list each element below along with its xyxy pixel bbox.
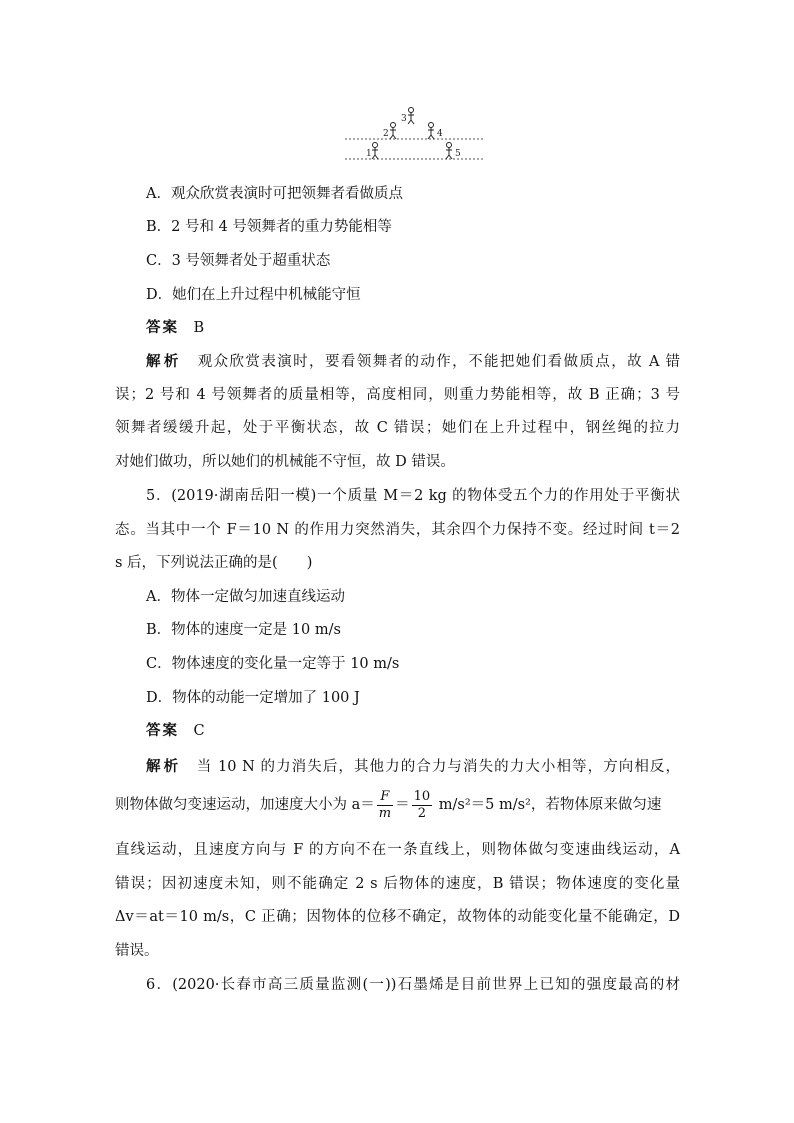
q4-option-b: B．2 号和 4 号领舞者的重力势能相等 [146, 219, 392, 235]
q5-analysis-line-5: Δv＝at＝10 m/s，C 正确；因物体的位移不确定，故物体的动能变化量不能确定，D [115, 909, 680, 925]
answer-tag: 答案 [146, 319, 179, 336]
dancer-3-icon [408, 108, 414, 125]
analysis-text: 当 10 N 的力消失后，其他力的合力与消失的力大小相等，方向相反， [196, 759, 680, 775]
q5-option-c: C．物体速度的变化量一定等于 10 m/s [146, 656, 400, 672]
q4-analysis-line-3: 领舞者缓缓升起，处于平衡状态，故 C 错误；她们在上升过程中，钢丝绳的拉力 [115, 420, 680, 436]
dancer-label-3: 3 [401, 114, 407, 124]
q5-analysis-line-6: 错误。 [115, 943, 159, 959]
q5-analysis-line-3: 直线运动，且速度方向与 F 的方向不在一条直线上，则物体做匀变速曲线运动，A [115, 842, 680, 858]
q4-analysis-line-1 [146, 352, 680, 372]
q5-analysis-line-1 [146, 757, 680, 777]
q4-answer [146, 318, 711, 338]
q4-option-d: D．她们在上升过程中机械能守恒 [146, 287, 361, 303]
q4-analysis-line-2: 误；2 号和 4 号领舞者的质量相等，高度相同，则重力势能相等，故 B 正确；3 号 [115, 387, 680, 403]
dancer-4-icon [428, 123, 434, 140]
answer-value: B [193, 320, 205, 336]
q6-stem-line-1: 6．(2020·长春市高三质量监测(一))石墨烯是目前世界上已知的强度最高的材 [146, 977, 680, 993]
dancer-2-icon [390, 123, 396, 140]
frac-numerator: 10 [413, 788, 431, 804]
frac-denominator: m [378, 805, 392, 821]
dancers-figure [0, 0, 794, 180]
q5-answer [146, 721, 711, 741]
analysis-text-a: 则物体做匀变速运动，加速度大小为 a＝ [115, 797, 375, 813]
analysis-text-b: ＝ [395, 797, 410, 813]
analysis-text: 观众欣赏表演时，要看领舞者的动作，不能把她们看做质点，故 A 错 [197, 354, 681, 370]
fraction-f-over-m [377, 789, 393, 822]
dancer-label-5: 5 [455, 149, 461, 159]
q5-option-a: A．物体一定做匀加速直线运动 [146, 589, 345, 605]
q4-option-a: A．观众欣赏表演时可把领舞者看做质点 [146, 186, 403, 202]
dancer-1-icon [372, 143, 378, 160]
q4-option-c: C．3 号领舞者处于超重状态 [146, 253, 331, 269]
frac-denominator: 2 [417, 805, 426, 821]
q5-stem-line-2: 态。当其中一个 F＝10 N 的作用力突然消失，其余四个力保持不变。经过时间 t＝2 [115, 522, 680, 538]
dancer-label-2: 2 [383, 129, 389, 139]
answer-value: C [193, 723, 205, 739]
q5-option-b: B．物体的速度一定是 10 m/s [146, 622, 341, 638]
q5-stem-line-1: 5．(2019·湖南岳阳一模)一个质量 M＝2 kg 的物体受五个力的作用处于平衡状 [146, 488, 680, 504]
fraction-10-over-2 [412, 789, 433, 822]
q5-stem-line-3: s 后，下列说法正确的是( ) [115, 555, 313, 571]
dancer-label-4: 4 [437, 129, 443, 139]
analysis-text-c: m/s²＝5 m/s²，若物体原来做匀速 [434, 797, 662, 813]
frac-numerator: F [377, 789, 393, 806]
q5-analysis-line-4: 错误；因初速度未知，则不能确定 2 s 后物体的速度，B 错误；物体速度的变化量 [115, 876, 680, 892]
dancer-label-1: 1 [366, 149, 372, 159]
q5-option-d: D．物体的动能一定增加了 100 J [146, 690, 360, 706]
answer-tag: 答案 [146, 722, 179, 739]
dancer-5-icon [446, 143, 452, 160]
q4-analysis-line-4: 对她们做功，所以她们的机械能不守恒，故 D 错误。 [115, 454, 455, 470]
analysis-tag: 解析 [146, 758, 182, 775]
analysis-tag: 解析 [146, 353, 182, 370]
q5-analysis-line-2 [115, 786, 680, 824]
